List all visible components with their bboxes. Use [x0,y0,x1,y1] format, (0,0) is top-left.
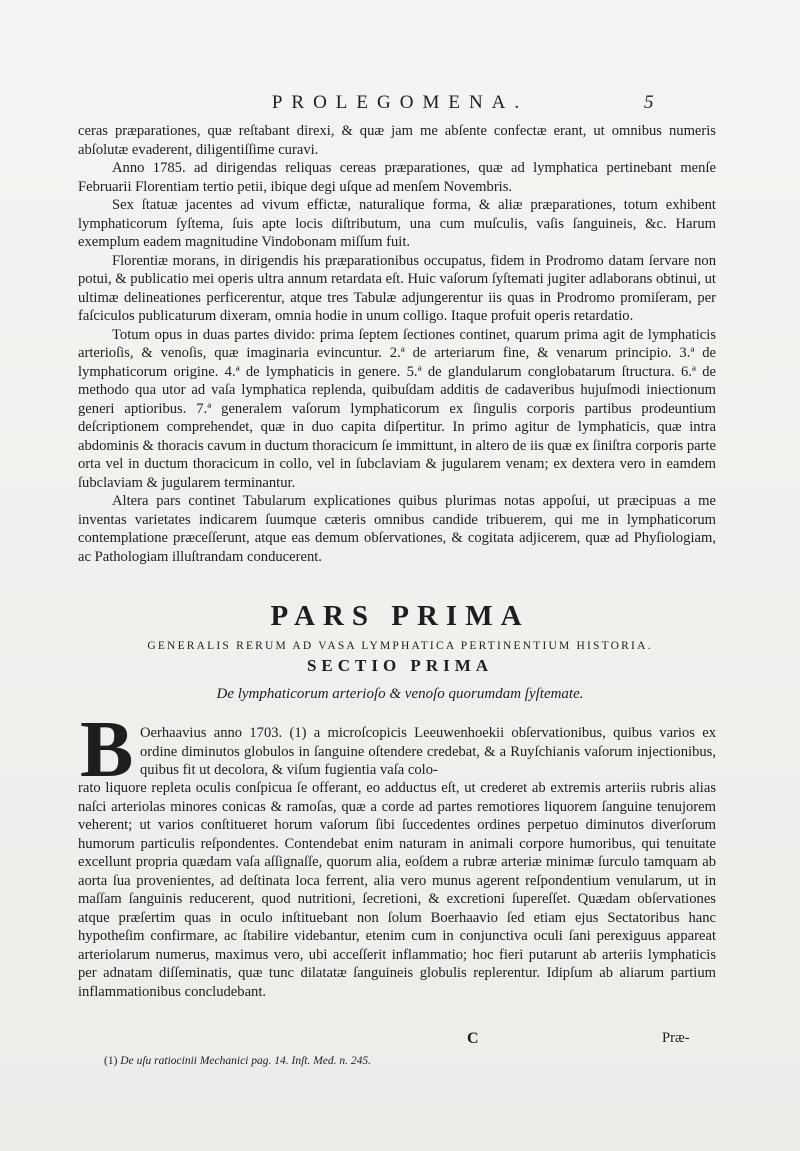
part-title: PARS PRIMA [270,600,530,632]
section-body-text: rato liquore repleta oculis conſpicua ſe offerant, eo adductus eſt, ut crederet ab extremis arteriis rubris alias naſci arteriolas minores conicas & ramoſas, quæ a corde ad partes remotiores liquorem ſanguine tenujorem veherent; ut varios conſtitueret horum vaſorum ſibi ſuccedentes ordines perpetuo diminutos diverſorum humorum particulis reſpondentes. Contendebat enim naturam in animali corpore humoribus, qui tenuitate excellunt propria quædam vaſa aſſignaſſe, quorum alia, eoſdem a rubræ arteriæ minimæ ſurculo tamquam ab aorta ſua provenientes, ad deſtinata loca ferrent, alia vero munus agerent reſpondentium venularum, ut in maſſam ſanguinis reducerent, quod nutritioni, ſecretioni, & excretioni ſupereſſet. Quædam obſervationes atque præſertim quas in oculo inſtituebant non ſolum Boerhaavio ſed etiam ejus Sectatoribus hanc hypotheſim confirmare, ac ſtabilire videbantur, etenim cum in conjunctiva oculi ſani perexiguus appareat arteriolarum numerus, maximus vero, ubi acceſſerit inflammatio; hoc fieri putarunt ab arteriis lymphaticis per adnatam diſſeminatis, quæ tunc dilatatæ ſanguineis globulis replerentur. Idipſum ab aliarum partium inflammationibus concludebant. [78,780,716,1000]
prolegomena-text [78,122,716,566]
footnote-text: De uſu ratiocinii Mechanici pag. 14. Inſt. Med. n. 245. [120,1055,372,1067]
paragraph: Anno 1785. ad dirigendas reliquas cereas præparationes, quæ ad lymphatica pertinebant menſe Februarii Florentiam tertio petii, ibique degi uſque ad menſem Novembris. [78,160,716,195]
section-subtitle: De lymphaticorum arterioſo & venoſo quorumdam ſyſtemate. [216,686,584,702]
paragraph: Totum opus in duas partes divido: prima ſeptem ſectiones continet, quarum prima agit de lymphaticis arterioſis, & venoſis, quæ imaginaria evincuntur. 2.ª de arteriarum fine, & venarum principio. 3.ª de lymphaticorum origine. 4.ª de lymphaticis in genere. 5.ª de glandularum conglobatarum ſtructura. 6.ª de methodo qua utor ad vaſa lymphatica replenda, quibuſdam additis de cadaveribus hujuſmodi iniectionum generi aptioribus. 7.ª generalem vaſorum lymphaticorum ex ſingulis corporis partibus prodeuntium deſcriptionem comprehendet, quæ in duo capita diſpertitur. In primo agitur de lymphaticis, quæ intra abdominis & thoracis cavum in ductum thoracicum ſe immittunt, in altero de iis quæ ex ſiniſtra corporis parte orta vel in ductum thoracicum in collo, vel in ſubclaviam & jugularem venam; ex dextera vero in eamdem ſubclaviam & jugularem terminantur. [78,326,716,491]
paragraph: ceras præparationes, quæ reſtabant direxi, & quæ jam me abſente confectæ erant, ut omnibus numeris abſolutæ evaderent, diligentiſſime curavi. [78,123,716,158]
section-first-lines: Oerhaavius anno 1703. (1) a microſcopicis Leeuwenhoekii obſervationibus, quibus varios ex ordine diminutos globulos in ſanguine oſtendere credebat, & a Ruyſchianis vaſorum injectionibus, quibus fit ut decolora, & viſum fugientia vaſa colo- [140,725,716,778]
part-subtitle: GENERALIS RERUM AD VASA LYMPHATICA PERTINENTIUM HISTORIA. [147,640,653,652]
running-title: PROLEGOMENA. [271,92,529,113]
paragraph: Sex ſtatuæ jacentes ad vivum effictæ, naturalique forma, & aliæ præparationes, totum exhibent lymphaticorum ſyſtema, ſuis apte locis diſtributum, una cum muſculis, vaſis ſanguineis, &c. Harum exemplum eadem magnitudine Vindobonam miſſum fuit. [78,197,716,250]
paragraph: Florentiæ morans, in dirigendis his præparationibus occupatus, fidem in Prodromo datam ſervare non potui, & publicatio mei operis ultra annum retardata eſt. Huic vaſorum ſyſtemati jugiter adlaborans obtinui, ut ultimæ delineationes perficerentur, atque tres Tabulæ adjungerentur iis quas in Prodromo promiſeram, per faſciculos publicaturum dixeram, omnia hodie in unum colligo. Itaque profuit operis retardatio. [78,252,716,324]
footnote [104,1055,371,1067]
page-number: 5 [644,92,654,113]
paragraph: Altera pars continet Tabularum explicationes quibus plurimas notas appoſui, ut præcipuas a me inventas varietates indicarem ſuumque cæteris omnibus candide tribuerem, qui me in lymphaticorum contemplatione præceſſerunt, atque eas demum obſervationes, & cogitata adjicerem, quæ ad Phyſiologiam, ac Pathologiam illuſtrandam conducerent. [78,493,716,565]
drop-cap: B [80,706,134,794]
section-title: SECTIO PRIMA [306,656,494,675]
running-head [0,92,800,116]
catchword: Præ- [662,1030,690,1046]
signature-mark: C [467,1030,479,1047]
footnote-mark: (1) [104,1055,118,1067]
